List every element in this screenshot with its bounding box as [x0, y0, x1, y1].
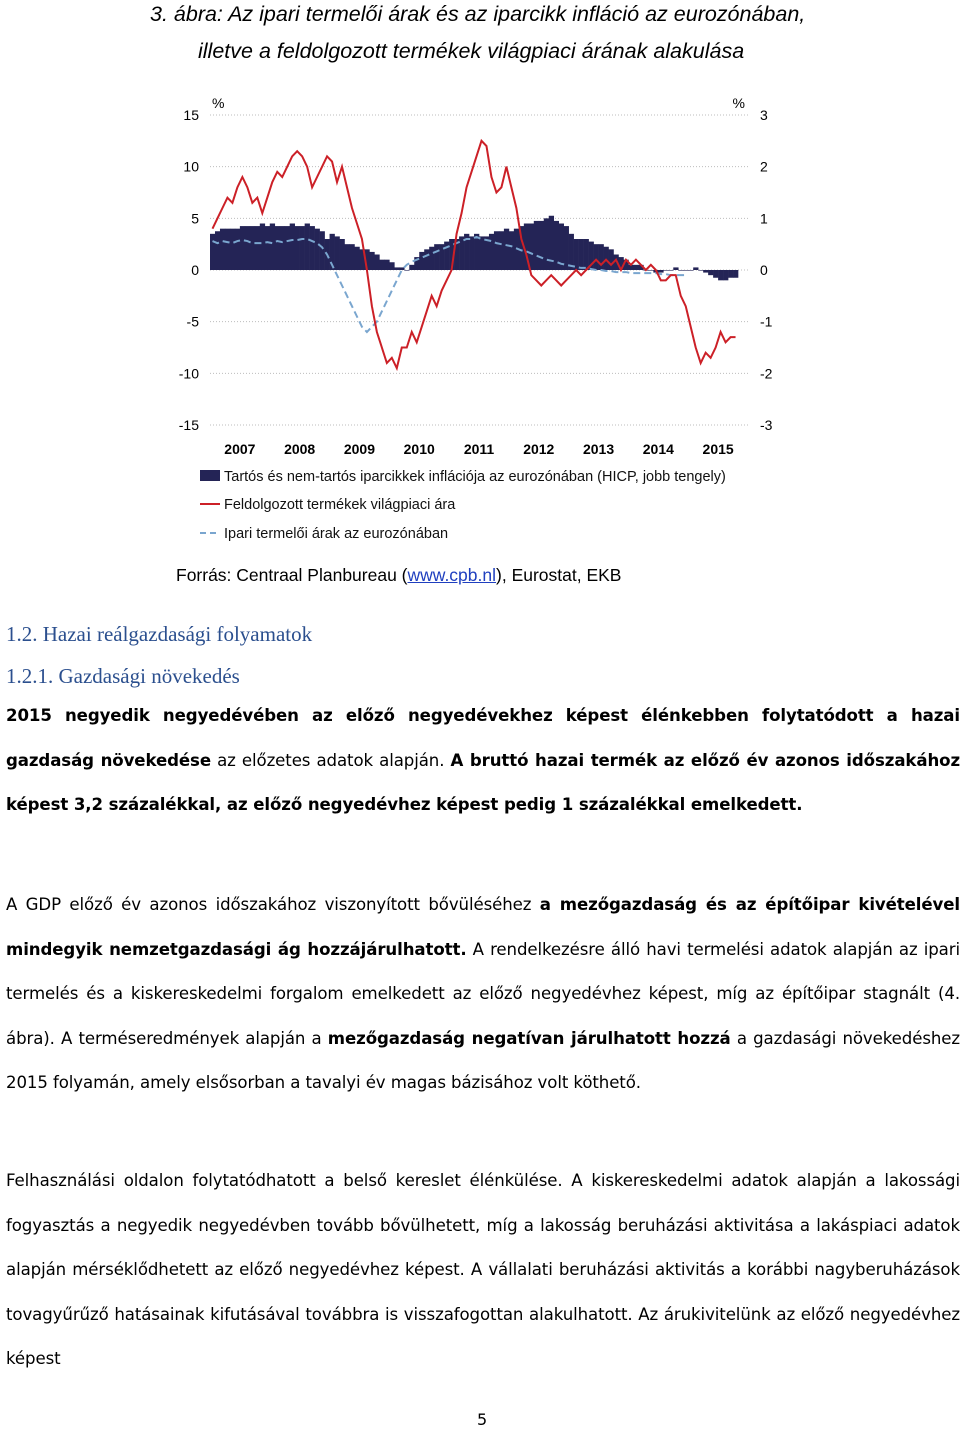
hicp-bar	[534, 221, 539, 270]
hicp-bar	[499, 231, 504, 270]
x-tick-label: 2012	[523, 441, 555, 457]
hicp-bar	[235, 229, 240, 270]
hicp-bar	[693, 267, 698, 270]
hicp-bar	[419, 252, 424, 270]
hicp-bar	[429, 247, 434, 270]
subsection-heading	[6, 664, 240, 689]
left-tick-label: -5	[186, 313, 199, 330]
legend-swatch-bars	[200, 470, 220, 481]
p2-text-3: a gazdasági növekedéshez 2015 folyamán, amely elsősorban a tavalyi év magas bázisához volt köthető.	[6, 1028, 960, 1092]
hicp-bar	[220, 229, 225, 270]
hicp-bar	[379, 260, 384, 270]
section-heading: 1.2. Hazai reálgazdasági folyamatok	[6, 622, 313, 646]
hicp-bar	[300, 226, 305, 270]
hicp-bar	[225, 229, 230, 270]
x-tick-label: 2014	[642, 441, 674, 457]
source-suffix: ), Eurostat, EKB	[496, 565, 622, 585]
hicp-bar	[280, 226, 285, 270]
hicp-bar	[305, 224, 310, 271]
hicp-bar	[394, 267, 399, 270]
hicp-bar	[310, 226, 315, 270]
x-tick-label: 2015	[702, 441, 734, 457]
paragraph-demand: Felhasználási oldalon folytatódhatott a belső kereslet élénkülése. A kiskereskedelmi adatok alapján a lakossági fogyasztás a negyedik negyedévben tovább bővülhetett, míg a lakosság beruházási aktivitása a lakáspiaci adatok alapján mérséklődhetett az előző negyedévhez képest. A vállalati beruházási aktivitás a korábbi nagyberuházások tovagyűrűző hatásainak kifutásával továbbra is visszafogottan alakulhatott. Az árukivitelünk az előző negyedévhez képest	[6, 1171, 960, 1368]
hicp-bar	[713, 270, 718, 278]
p2-text-1: A GDP előző év azonos időszakához viszonyított bővüléséhez	[6, 895, 540, 914]
p2-text-2: A rendelkezésre álló havi termelési adatok alapján az ipari termelés és a kiskereskedelmi forgalom emelkedett az előző negyedévhez képest, míg az építőipar stagnált (4. ábra). A terméseredmények alapján a	[6, 939, 960, 1048]
hicp-bar	[474, 234, 479, 270]
left-axis-unit: %	[212, 95, 225, 111]
page-number: 5	[477, 1410, 488, 1429]
paragraph-gdp-sectors	[6, 883, 960, 1106]
hicp-bar	[250, 226, 255, 270]
hicp-bar	[539, 221, 544, 270]
hicp-bar	[345, 244, 350, 270]
hicp-bar	[245, 226, 250, 270]
hicp-bar	[335, 236, 340, 270]
left-tick-label: -15	[178, 417, 199, 433]
hicp-bar	[708, 270, 713, 275]
hicp-bar	[290, 224, 295, 271]
hicp-bar	[434, 244, 439, 270]
hicp-bar	[718, 270, 723, 280]
hicp-bar	[230, 229, 235, 270]
hicp-bar	[658, 270, 663, 273]
hicp-bar	[584, 239, 589, 270]
hicp-bar	[469, 236, 474, 270]
right-tick-label: 2	[760, 158, 768, 175]
hicp-bar	[509, 231, 514, 270]
x-tick-label: 2013	[582, 441, 615, 457]
hicp-bar	[260, 224, 265, 271]
hicp-bar	[733, 270, 738, 278]
hicp-bar	[723, 270, 728, 280]
hicp-bar	[728, 270, 733, 278]
right-tick-label: -1	[760, 313, 773, 330]
x-tick-label: 2007	[224, 441, 256, 457]
hicp-bar	[270, 224, 275, 271]
hicp-bar	[529, 224, 534, 271]
x-tick-label: 2008	[284, 441, 316, 457]
hicp-bar	[688, 270, 693, 271]
hicp-bar	[599, 244, 604, 270]
subsection-title: Gazdasági növekedés	[58, 664, 240, 688]
hicp-bar	[210, 234, 215, 270]
source-prefix: Forrás: Centraal Planbureau (	[176, 565, 408, 585]
subsection-number: 1.2.1.	[6, 664, 54, 688]
figure-caption-line-2: illetve a feldolgozott termékek világpiaci árának alakulása	[198, 39, 745, 63]
hicp-bar	[255, 226, 260, 270]
hicp-bar	[404, 270, 409, 271]
paragraph-growth	[6, 694, 960, 828]
hicp-bar	[215, 231, 220, 270]
hicp-bar	[389, 262, 394, 270]
hicp-bar	[574, 239, 579, 270]
hicp-bar	[678, 270, 683, 271]
p2-bold-2: mezőgazdaság negatívan járulhatott hozzá	[327, 1028, 731, 1048]
hicp-bar	[459, 236, 464, 270]
left-tick-label: 15	[183, 107, 199, 123]
figure-caption-line-1: 3. ábra: Az ipari termelői árak és az iparcikk infláció az eurozónában,	[150, 2, 806, 26]
hicp-bar	[285, 226, 290, 270]
hicp-bar	[265, 226, 270, 270]
p1-bold-1: 2015 negyedik negyedévében az előző negyedévekhez képest élénkebben folytatódott a hazai gazdaság növekedése	[6, 706, 960, 770]
hicp-bar	[315, 229, 320, 270]
hicp-bar	[609, 249, 614, 270]
hicp-bar	[673, 267, 678, 270]
source-link[interactable]: www.cpb.nl	[407, 565, 497, 585]
hicp-bar	[663, 270, 668, 271]
hicp-bar	[349, 244, 354, 270]
hicp-bar	[295, 226, 300, 270]
hicp-bar	[424, 249, 429, 270]
hicp-bar	[683, 270, 688, 271]
chart-legend	[200, 469, 726, 542]
hicp-bar	[489, 234, 494, 270]
x-tick-label: 2011	[463, 441, 495, 457]
hicp-bar	[275, 226, 280, 270]
hicp-bar	[544, 218, 549, 270]
hicp-bar	[240, 226, 245, 270]
hicp-bars	[210, 216, 738, 281]
hicp-bar	[384, 260, 389, 270]
hicp-bar	[504, 229, 509, 270]
hicp-bar	[648, 270, 653, 271]
hicp-bar	[604, 247, 609, 270]
right-tick-label: 0	[760, 262, 768, 278]
p1-bold-2: A bruttó hazai termék az előző év azonos időszakához képest 3,2 százalékkal, az előző negyedévhez képest pedig 1 százalékkal emelkedett.	[6, 750, 960, 814]
left-tick-label: -10	[178, 365, 199, 382]
hicp-bar	[340, 239, 345, 270]
hicp-bar	[320, 231, 325, 270]
hicp-bar	[399, 267, 404, 270]
left-tick-label: 5	[191, 210, 199, 227]
hicp-bar	[354, 247, 359, 270]
hicp-bar	[374, 255, 379, 271]
x-tick-label: 2009	[343, 441, 376, 457]
right-tick-label: -3	[760, 417, 773, 433]
right-tick-label: -2	[760, 365, 773, 382]
hicp-bar	[579, 239, 584, 270]
hicp-bar	[409, 265, 414, 270]
p2-bold-1: a mezőgazdaság és az építőipar kivételével mindegyik nemzetgazdasági ág hozzájárulhatott.	[6, 895, 960, 959]
right-axis-unit: %	[732, 95, 745, 111]
price-chart	[0, 80, 960, 550]
hicp-bar	[369, 252, 374, 270]
legend-label: Tartós és nem-tartós iparcikkek inflációja az eurozónában (HICP, jobb tengely)	[224, 469, 726, 485]
right-tick-label: 1	[760, 210, 768, 227]
x-tick-label: 2010	[403, 441, 435, 457]
figure-source	[176, 565, 621, 586]
hicp-bar	[698, 270, 703, 271]
hicp-bar	[703, 270, 708, 273]
hicp-bar	[564, 226, 569, 270]
hicp-bar	[668, 270, 673, 271]
left-tick-label: 0	[191, 262, 199, 278]
hicp-bar	[594, 244, 599, 270]
legend-label: Feldolgozott termékek világpiaci ára	[224, 497, 456, 513]
right-tick-label: 3	[760, 107, 768, 123]
hicp-bar	[479, 236, 484, 270]
hicp-bar	[633, 265, 638, 270]
left-tick-label: 10	[183, 158, 199, 175]
legend-label: Ipari termelői árak az eurozónában	[224, 526, 449, 542]
hicp-bar	[494, 231, 499, 270]
p1-text-1: az előzetes adatok alapján.	[210, 750, 451, 770]
